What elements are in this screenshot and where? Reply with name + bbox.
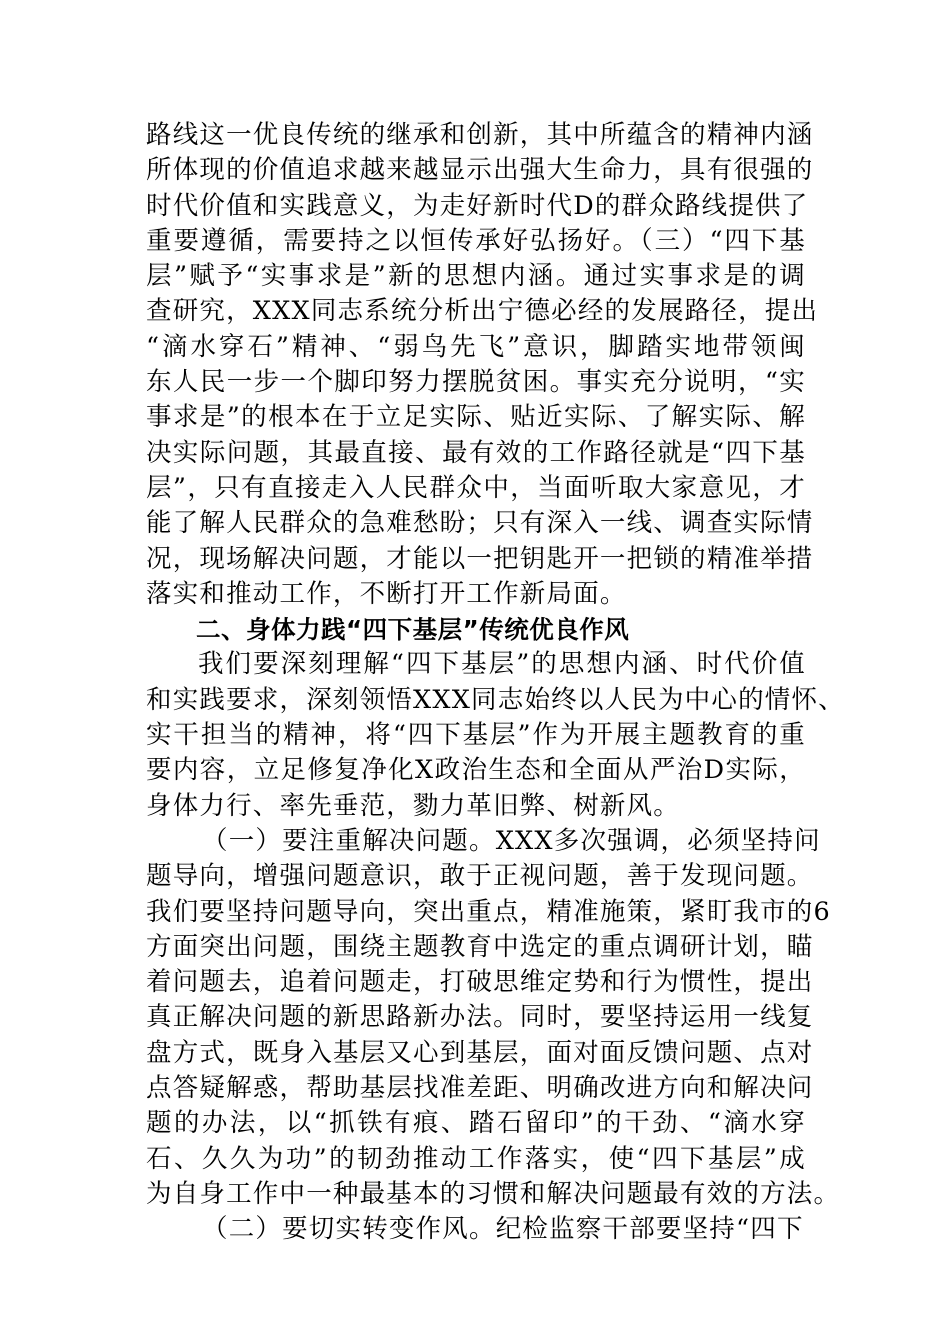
body-line: （一）要注重解决问题。XXX多次强调，必须坚持问	[202, 825, 821, 856]
body-line: 决实际问题，其最直接、最有效的工作路径就是“四下基	[146, 437, 806, 468]
body-line: 方面突出问题，围绕主题教育中选定的重点调研计划，瞄	[146, 931, 814, 962]
document-page	[146, 118, 845, 1248]
body-line: 时代价值和实践意义，为走好新时代D的群众路线提供了	[146, 190, 809, 221]
body-line: 落实和推动工作，不断打开工作新局面。	[146, 578, 627, 609]
body-line: 层”，只有直接走入人民群众中，当面听取大家意见，才	[146, 472, 806, 503]
body-line: 盘方式，既身入基层又心到基层，面对面反馈问题、点对	[146, 1037, 814, 1068]
body-line: 要内容，立足修复净化X政治生态和全面从严治D实际，	[146, 755, 806, 786]
body-line: 东人民一步一个脚印努力摆脱贫困。事实充分说明，“实	[146, 367, 806, 398]
body-line: 点答疑解惑，帮助基层找准差距、明确改进方向和解决问	[146, 1073, 814, 1104]
body-line: 况，现场解决问题，才能以一把钥匙开一把锁的精准举措	[146, 543, 814, 574]
body-line: 真正解决问题的新思路新办法。同时，要坚持运用一线复	[146, 1002, 814, 1033]
body-line: 重要遵循，需要持之以恒传承好弘扬好。（三）“四下基	[146, 225, 806, 256]
section-heading: 二、身体力践“四下基层”传统优良作风	[196, 615, 630, 645]
body-line: 题的办法，以“抓铁有痕、踏石留印”的干劲、“滴水穿	[146, 1108, 806, 1139]
body-line: 能了解人民群众的急难愁盼；只有深入一线、调查实际情	[146, 508, 814, 539]
body-line: 所体现的价值追求越来越显示出强大生命力，具有很强的	[146, 155, 814, 186]
body-line: “滴水穿石”精神、“弱鸟先飞”意识，脚踏实地带领闽	[146, 331, 806, 362]
body-line: 石、久久为功”的韧劲推动工作落实，使“四下基层”成	[146, 1143, 806, 1174]
body-line: 事求是”的根本在于立足实际、贴近实际、了解实际、解	[146, 402, 806, 433]
body-line: 题导向，增强问题意识，敢于正视问题，善于发现问题。	[146, 861, 814, 892]
body-line: 着问题去，追着问题走，打破思维定势和行为惯性，提出	[146, 967, 814, 998]
body-line: 我们要坚持问题导向，突出重点，精准施策，紧盯我市的6	[146, 896, 831, 927]
body-line: 路线这一优良传统的继承和创新，其中所蕴含的精神内涵	[146, 120, 814, 150]
body-line: 为自身工作中一种最基本的习惯和解决问题最有效的方法。	[146, 1178, 841, 1209]
body-line: （二）要切实转变作风。纪检监察干部要坚持“四下	[202, 1214, 804, 1245]
body-line: 层”赋予“实事求是”新的思想内涵。通过实事求是的调	[146, 261, 806, 292]
body-line: 实干担当的精神，将“四下基层”作为开展主题教育的重	[146, 720, 806, 751]
body-line: 我们要深刻理解“四下基层”的思想内涵、时代价值	[198, 649, 806, 680]
body-line: 查研究，XXX同志系统分析出宁德必经的发展路径，提出	[146, 296, 819, 327]
body-line: 和实践要求，深刻领悟XXX同志始终以人民为中心的情怀、	[146, 684, 845, 715]
body-line: 身体力行、率先垂范，勠力革旧弊、树新风。	[146, 790, 681, 821]
